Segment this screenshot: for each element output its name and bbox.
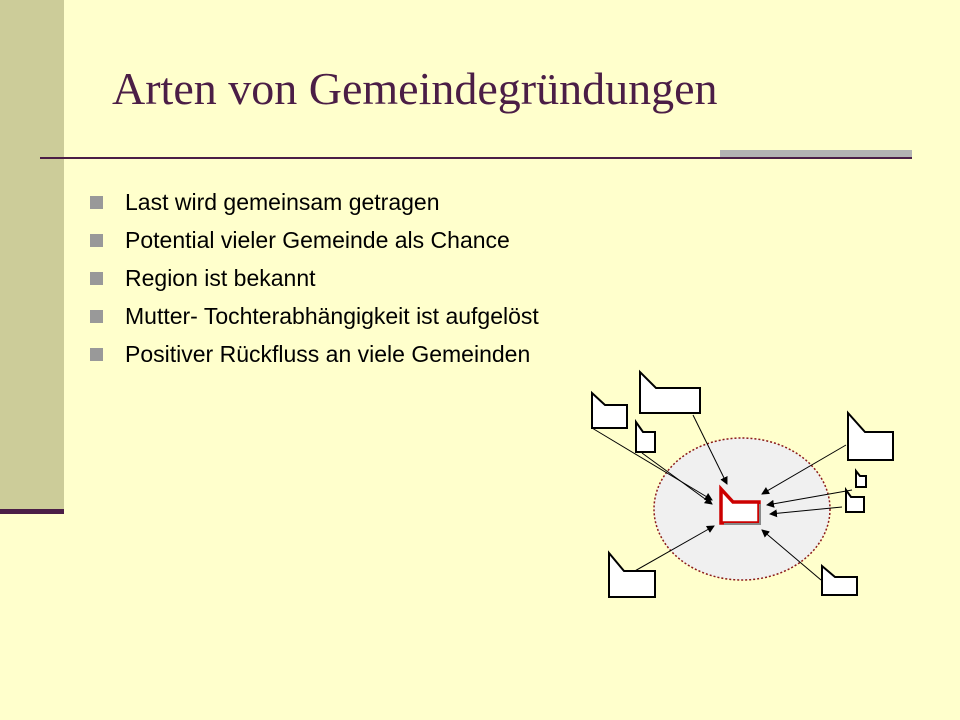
church-icon [640, 372, 700, 413]
bullet-item [90, 297, 539, 335]
bullet-marker-icon [90, 348, 103, 361]
bullet-item [90, 183, 539, 221]
title-divider-accent [720, 150, 912, 157]
bullet-marker-icon [90, 310, 103, 323]
bullet-marker-icon [90, 272, 103, 285]
church-icon [846, 490, 864, 512]
church-icon [609, 553, 655, 597]
bullet-text: Region ist bekannt [125, 264, 316, 291]
church-icon [592, 393, 627, 428]
church-icon [848, 413, 893, 460]
title-divider [40, 157, 912, 159]
bullet-text: Mutter- Tochterabhängigkeit ist aufgelöst [125, 302, 539, 329]
bullet-marker-icon [90, 196, 103, 209]
bullet-text: Last wird gemeinsam getragen [125, 188, 440, 215]
church-icon [856, 471, 866, 487]
bullet-item [90, 259, 539, 297]
bullet-list [90, 183, 539, 373]
bullet-marker-icon [90, 234, 103, 247]
bullet-item [90, 221, 539, 259]
bullet-text: Positiver Rückfluss an viele Gemeinden [125, 340, 531, 367]
bullet-item [90, 335, 539, 373]
church-icon [636, 422, 655, 452]
left-sidebar-bar [0, 0, 64, 512]
church-network-diagram [580, 365, 910, 610]
sidebar-accent-line [0, 509, 64, 514]
church-icon [822, 566, 857, 595]
bullet-text: Potential vieler Gemeinde als Chance [125, 226, 510, 253]
slide-title: Arten von Gemeindegründungen [112, 63, 718, 114]
